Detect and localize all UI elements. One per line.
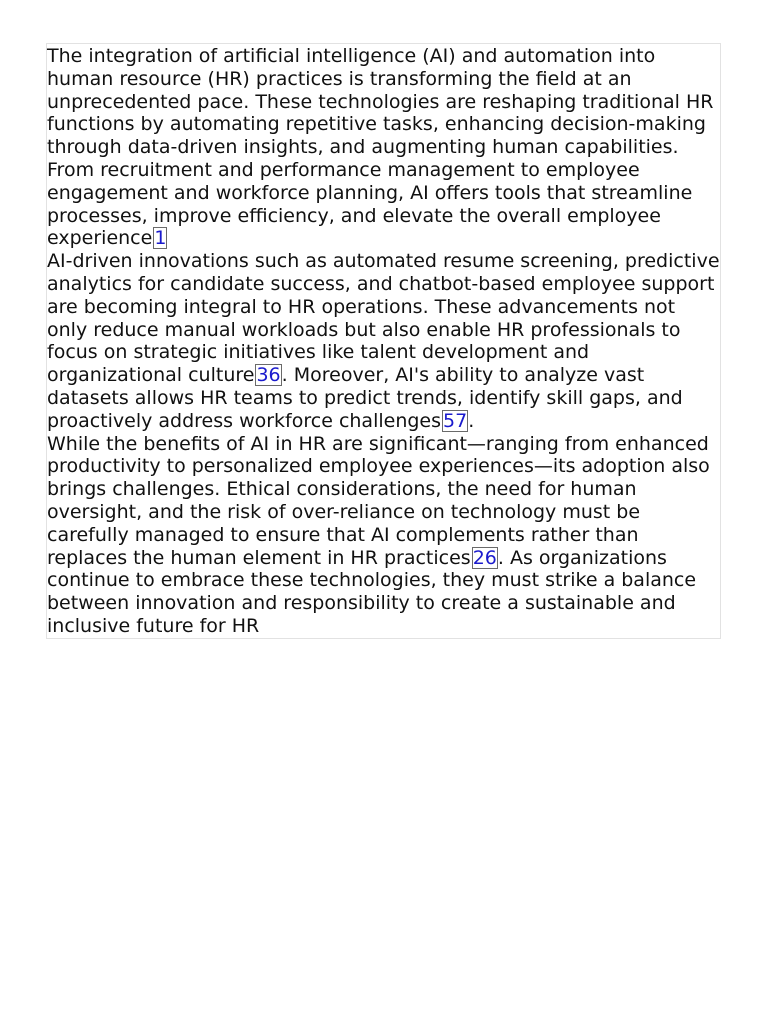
citation-link-36[interactable]: 36 bbox=[256, 364, 281, 387]
paragraph-text-after: . Moreover, AI's ability to analyze vast datasets allows HR teams to predict trends, identify skill gaps, and proactively address workforce challenges bbox=[47, 364, 683, 432]
citation-link-1[interactable]: 1 bbox=[154, 227, 167, 250]
paragraph-text-after: . As organizations continue to embrace these technologies, they must strike a balance between innovation and responsibility to create a sustainable and inclusive future for HR bbox=[47, 546, 697, 637]
paragraph-text-end: . bbox=[468, 409, 475, 432]
citation-link-57[interactable]: 57 bbox=[443, 409, 468, 432]
paragraph-text: While the benefits of AI in HR are significant—ranging from enhanced productivity to personalized employee experiences—its adoption also brings challenges. Ethical considerations, the need for human oversight, and the risk of over-reliance on technology must be carefully managed to ensure that AI complements rather than replaces the human element in HR practices bbox=[47, 432, 710, 569]
paragraph-text: The integration of artificial intelligence (AI) and automation into human resource (HR) practices is transforming the field at an unprecedented pace. These technologies are reshaping traditional HR functions by automating repetitive tasks, enhancing decision-making through data-driven insights, and augmenting human capabilities. From recruitment and performance management to employee engagement and workforce planning, AI offers tools that streamline processes, improve efficiency, and elevate the overall employee experience bbox=[47, 45, 714, 250]
paragraph-challenges bbox=[47, 433, 720, 638]
paragraph-intro bbox=[47, 45, 720, 250]
citation-link-26[interactable]: 26 bbox=[472, 546, 497, 569]
article-body bbox=[46, 43, 721, 639]
paragraph-text: AI-driven innovations such as automated resume screening, predictive analytics for candidate success, and chatbot-based employee support are becoming integral to HR operations. These advancements not only reduce manual workloads but also enable HR professionals to focus on strategic initiatives like talent development and organizational culture bbox=[47, 250, 720, 387]
paragraph-innovations bbox=[47, 250, 720, 432]
